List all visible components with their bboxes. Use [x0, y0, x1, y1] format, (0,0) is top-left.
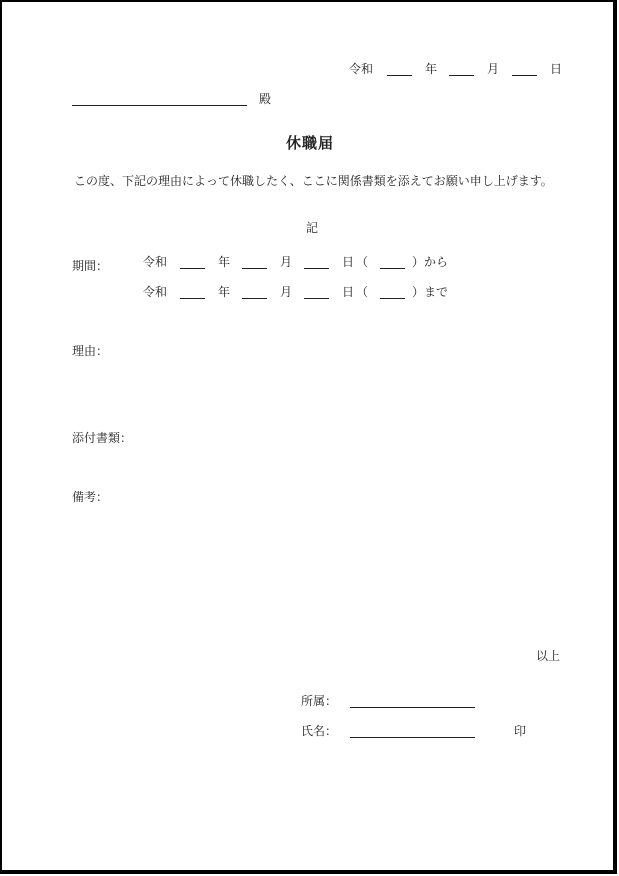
- period-from-era: 令和: [143, 255, 168, 269]
- period-to-paren-close: ）まで: [412, 285, 449, 299]
- reason-label: 理由：: [72, 344, 109, 358]
- header-day-unit: 日: [550, 62, 563, 76]
- period-label: 期間：: [72, 259, 109, 273]
- affiliation-label: 所属：: [301, 694, 338, 708]
- period-from-month-blank[interactable]: [242, 268, 267, 269]
- period-to-year-blank[interactable]: [180, 298, 205, 299]
- period-from-year-blank[interactable]: [180, 268, 205, 269]
- addressee-blank[interactable]: [72, 105, 247, 106]
- period-to-year-unit: 年: [218, 285, 231, 299]
- remarks-label: 備考：: [72, 490, 109, 504]
- closing-text: 以上: [536, 649, 561, 663]
- header-month-unit: 月: [487, 62, 500, 76]
- affiliation-blank[interactable]: [350, 707, 475, 708]
- name-label: 氏名：: [301, 724, 338, 738]
- period-from-weekday-blank[interactable]: [380, 268, 405, 269]
- intro-paragraph: この度、下記の理由によって休職したく、ここに関係書類を添えてお願い申し上げます。: [62, 174, 553, 188]
- header-year-unit: 年: [425, 62, 438, 76]
- seal-mark: 印: [514, 724, 527, 738]
- period-to-month-blank[interactable]: [242, 298, 267, 299]
- document-title: 休職届: [286, 134, 335, 152]
- ki-heading: 記: [306, 221, 319, 235]
- header-year-blank[interactable]: [387, 75, 412, 76]
- header-month-blank[interactable]: [449, 75, 474, 76]
- period-from-paren-open: （: [356, 255, 369, 269]
- attachments-label: 添付書類：: [72, 431, 133, 445]
- period-to-month-unit: 月: [280, 285, 293, 299]
- period-from-day-blank[interactable]: [304, 268, 329, 269]
- header-era: 令和: [349, 62, 374, 76]
- period-to-day-unit: 日: [342, 285, 355, 299]
- period-from-year-unit: 年: [218, 255, 231, 269]
- period-from-paren-close: ）から: [412, 255, 449, 269]
- period-to-era: 令和: [143, 285, 168, 299]
- period-to-paren-open: （: [356, 285, 369, 299]
- period-to-day-blank[interactable]: [304, 298, 329, 299]
- period-from-month-unit: 月: [280, 255, 293, 269]
- period-to-weekday-blank[interactable]: [380, 298, 405, 299]
- header-day-blank[interactable]: [512, 75, 537, 76]
- name-blank[interactable]: [350, 737, 475, 738]
- addressee-suffix: 殿: [259, 92, 272, 106]
- period-from-day-unit: 日: [342, 255, 355, 269]
